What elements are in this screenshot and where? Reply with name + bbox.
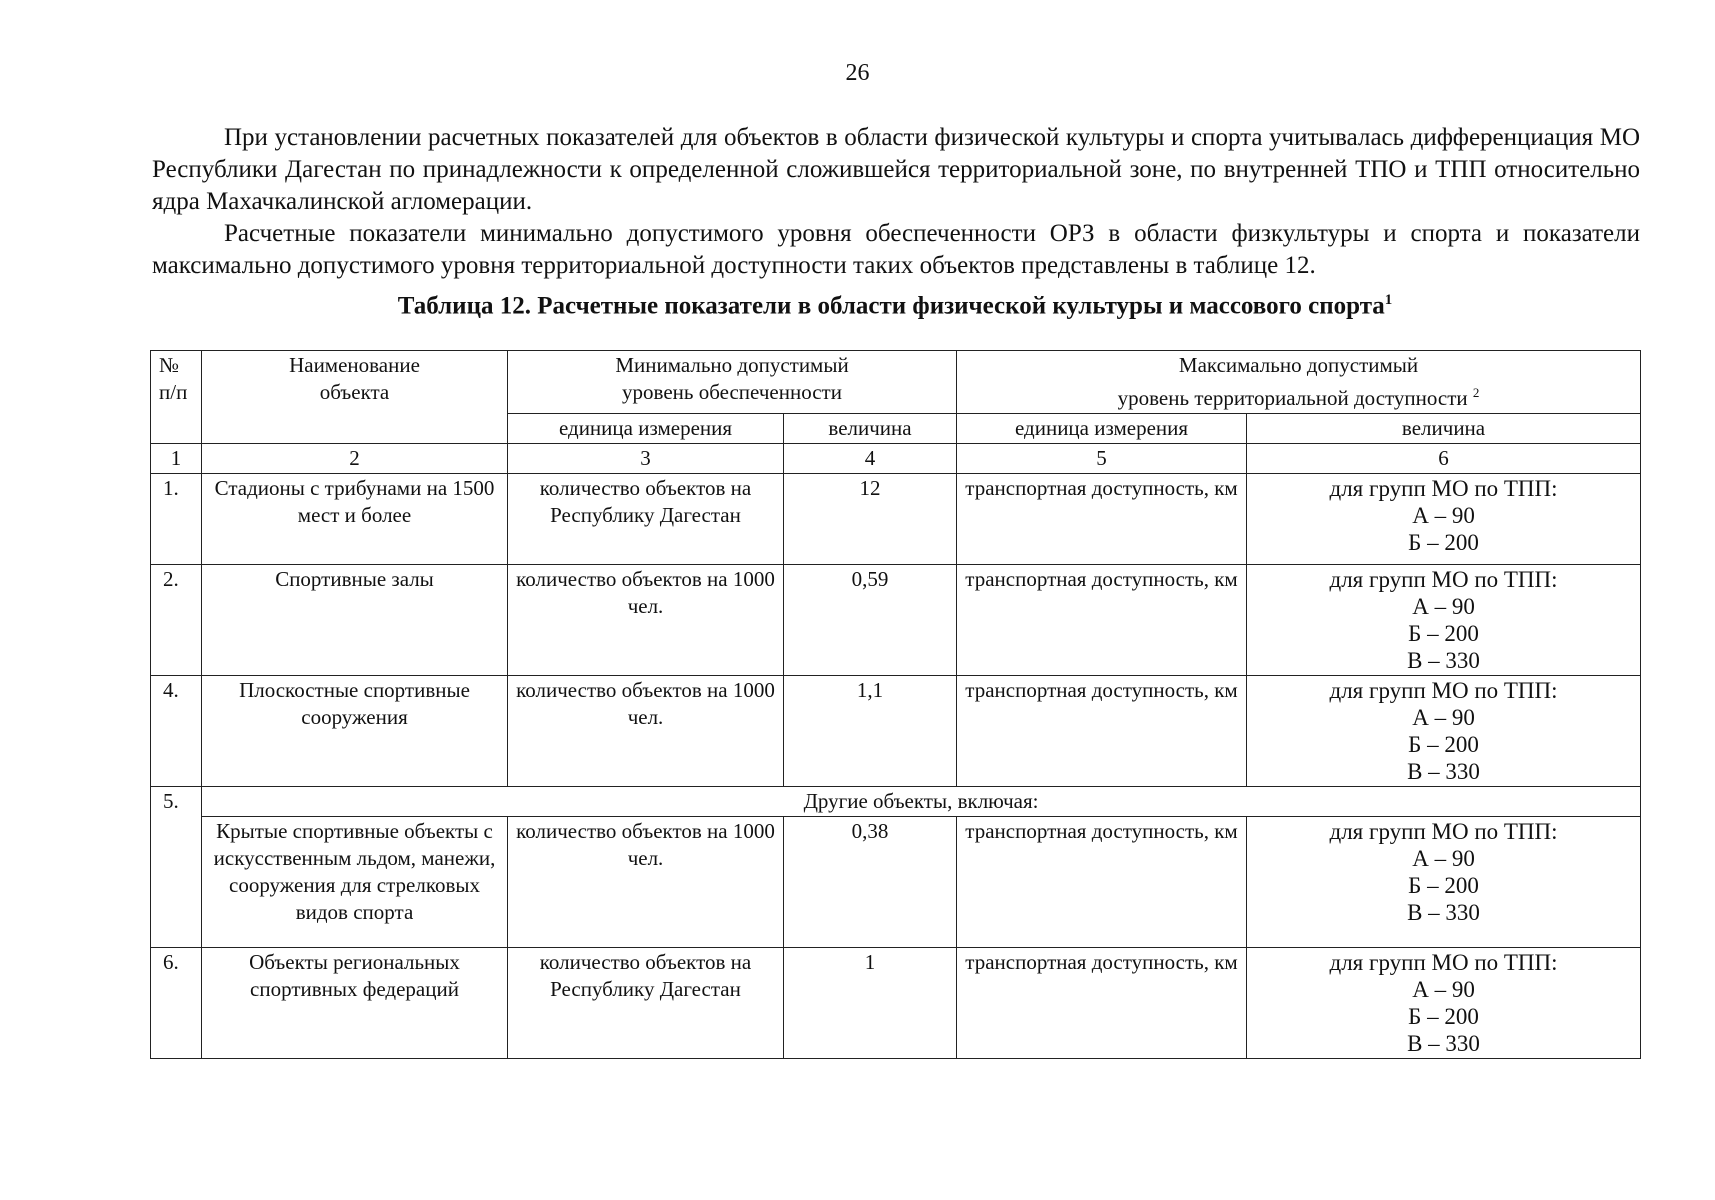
row-unit: количество объектов на 1000 чел. <box>508 676 784 787</box>
row-name: Плоскостные спортивные сооружения <box>202 676 508 787</box>
header-min-level: Минимально допустимый уровень обеспеченности <box>508 351 957 414</box>
row-unit: количество объектов на 1000 чел. <box>508 565 784 676</box>
row-name: Спортивные залы <box>202 565 508 676</box>
row-value: 0,38 <box>784 817 957 948</box>
row-name: Стадионы с трибунами на 1500 мест и более <box>202 474 508 565</box>
header-value2: величина <box>1247 414 1641 444</box>
row-name: Объекты региональных спортивных федераций <box>202 948 508 1059</box>
row-unit: количество объектов на Республику Дагестан <box>508 948 784 1059</box>
group-label: Другие объекты, включая: <box>202 787 1641 817</box>
row-value2: для групп МО по ТПП: А – 90 Б – 200 В – 330 <box>1247 565 1641 676</box>
col-number: 6 <box>1247 444 1641 474</box>
row-value2: для групп МО по ТПП: А – 90 Б – 200 В – 330 <box>1247 817 1641 948</box>
column-numbers-row <box>151 444 1641 474</box>
description-paragraph: Расчетные показатели минимально допустимого уровня обеспеченности ОРЗ в области физкультуры и спорта и показатели максимально допустимого уровня территориальной доступности таких объектов представлены в таблице 12. <box>152 220 1640 279</box>
row-unit2: транспортная доступность, км <box>957 948 1247 1059</box>
row-unit2: транспортная доступность, км <box>957 676 1247 787</box>
row-value: 12 <box>784 474 957 565</box>
row-unit2: транспортная доступность, км <box>957 474 1247 565</box>
row-value: 1,1 <box>784 676 957 787</box>
indicators-table <box>150 350 1641 1059</box>
table-row <box>151 817 1641 948</box>
row-value2: для групп МО по ТПП: А – 90 Б – 200 В – 330 <box>1247 676 1641 787</box>
col-number: 3 <box>508 444 784 474</box>
table-row <box>151 474 1641 565</box>
header-num: № п/п <box>151 351 202 444</box>
header-unit: единица измерения <box>508 414 784 444</box>
row-value2: для групп МО по ТПП: А – 90 Б – 200 <box>1247 474 1641 565</box>
row-unit: количество объектов на Республику Дагестан <box>508 474 784 565</box>
group-row <box>151 787 1641 817</box>
col-number: 2 <box>202 444 508 474</box>
col-number: 5 <box>957 444 1247 474</box>
table-title-footnote: 1 <box>1384 292 1393 308</box>
col-number: 1 <box>151 444 202 474</box>
intro-paragraph: При установлении расчетных показателей для объектов в области физической культуры и спорта учитывалась дифференциация МО Республики Дагестан по принадлежности к определенной сложившейся территориальной зоне, по внутренней ТПО и ТПП относительно ядра Махачкалинской агломерации. <box>152 124 1640 215</box>
row-value: 1 <box>784 948 957 1059</box>
row-num: 1. <box>151 474 202 565</box>
row-unit2: транспортная доступность, км <box>957 565 1247 676</box>
row-name: Крытые спортивные объекты с искусственным льдом, манежи, сооружения для стрелковых видов спорта <box>202 817 508 948</box>
group-num: 5. <box>151 787 202 948</box>
header-max-level: Максимально допустимый уровень территориальной доступности $^2$ <box>957 351 1641 414</box>
row-num: 4. <box>151 676 202 787</box>
row-num: 2. <box>151 565 202 676</box>
table-row <box>151 676 1641 787</box>
header-value: величина <box>784 414 957 444</box>
table-row <box>151 948 1641 1059</box>
header-name: Наименование объекта <box>202 351 508 444</box>
row-unit2: транспортная доступность, км <box>957 817 1247 948</box>
row-unit: количество объектов на 1000 чел. <box>508 817 784 948</box>
table-title-text: Таблица 12. Расчетные показатели в области физической культуры и массового спорта <box>397 292 1385 320</box>
row-value: 0,59 <box>784 565 957 676</box>
header-unit2: единица измерения <box>957 414 1247 444</box>
table-row <box>151 565 1641 676</box>
page-number: 26 <box>845 60 870 86</box>
table-title <box>150 292 1640 320</box>
row-value2: для групп МО по ТПП: А – 90 Б – 200 В – 330 <box>1247 948 1641 1059</box>
row-num: 6. <box>151 948 202 1059</box>
table-header-row <box>151 351 1641 414</box>
col-number: 4 <box>784 444 957 474</box>
